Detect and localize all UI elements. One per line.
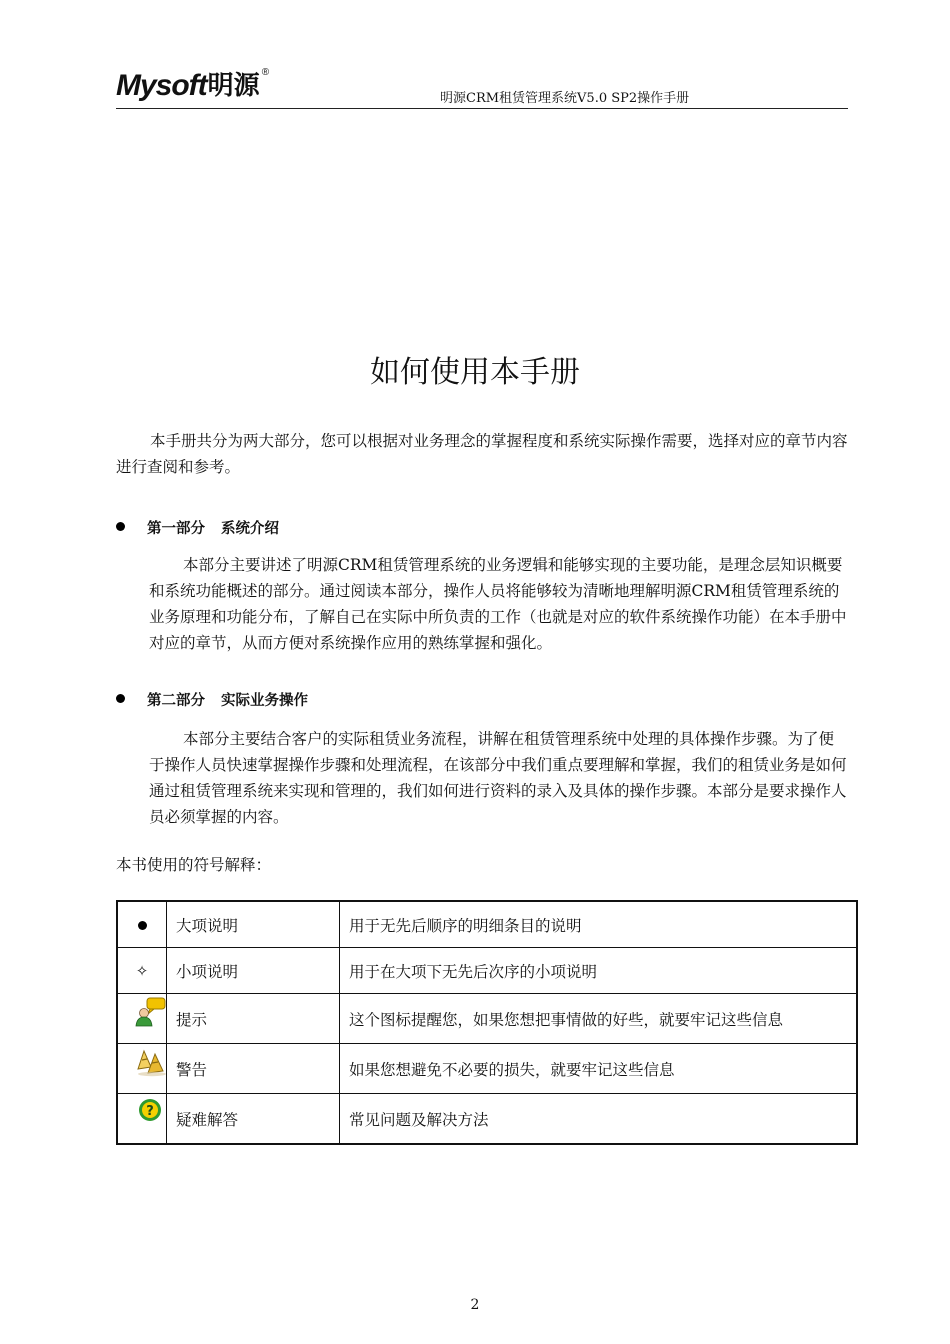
page-title: 如何使用本手册 — [370, 355, 580, 390]
symbol-description: 这个图标提醒您，如果您想把事情做的好些，就要牢记这些信息 — [340, 994, 858, 1044]
table-row — [117, 948, 857, 994]
section-part-label: 第一部分 — [147, 521, 205, 537]
table-row — [117, 901, 857, 948]
symbol-cell — [117, 901, 167, 948]
bullet-dot-icon — [138, 921, 147, 930]
logo-text-cn: 明源 — [207, 71, 260, 101]
section-part-label: 第二部分 — [147, 693, 205, 709]
section-name: 系统介绍 — [221, 521, 279, 537]
symbol-cell — [117, 1044, 167, 1094]
section-name: 实际业务操作 — [221, 693, 308, 709]
symbol-description: 常见问题及解决方法 — [340, 1094, 858, 1145]
symbol-cell — [117, 1094, 167, 1145]
logo-text-en: Mysoft — [116, 69, 207, 102]
symbol-description: 如果您想避免不必要的损失，就要牢记这些信息 — [340, 1044, 858, 1094]
symbol-name: 警告 — [167, 1044, 340, 1094]
bullet-dot-icon — [116, 694, 125, 703]
symbol-name: 提示 — [167, 994, 340, 1044]
intro-paragraph: 本手册共分为两大部分，您可以根据对业务理念的掌握程度和系统实际操作需要，选择对应的章节内容进行查阅和参考。 — [116, 432, 848, 476]
question-glyph: ? — [146, 1104, 154, 1119]
section-heading-part2 — [116, 690, 308, 712]
mysoft-logo — [116, 67, 270, 106]
question-mark-icon — [134, 1097, 168, 1127]
table-row — [117, 994, 857, 1044]
table-row — [117, 1094, 857, 1145]
symbol-cell — [117, 948, 167, 994]
symbol-name: 疑难解答 — [167, 1094, 340, 1145]
bullet-dot-icon — [116, 522, 125, 531]
header-divider — [116, 108, 848, 109]
symbol-name: 小项说明 — [167, 948, 340, 994]
warning-cones-icon — [134, 1047, 170, 1077]
symbols-legend-label: 本书使用的符号解释： — [116, 856, 272, 874]
section-body-part2: 本部分主要结合客户的实际租赁业务流程，讲解在租赁管理系统中处理的具体操作步骤。为了便于操作人员快速掌握操作步骤和处理流程，在该部分中我们重点要理解和掌握，我们的租赁业务是如何通过租赁管理系统来实现和管理的，我们如何进行资料的录入及具体的操作步骤。本部分是要求操作人员必须掌握的内容。 — [149, 730, 847, 826]
tip-person-icon — [134, 997, 168, 1027]
header-title: 明源CRM租赁管理系统V5.0 SP2操作手册 — [440, 91, 690, 106]
section-body-part1: 本部分主要讲述了明源CRM租赁管理系统的业务逻辑和能够实现的主要功能，是理念层知识概要和系统功能概述的部分。通过阅读本部分，操作人员将能够较为清晰地理解明源CRM租赁管理系统的业务原理和功能分布，了解自己在实际中所负责的工作（也就是对应的软件系统操作功能）在本手册中对应的章节，从而方便对系统操作应用的熟练掌握和强化。 — [149, 556, 847, 652]
symbol-name: 大项说明 — [167, 901, 340, 948]
section-heading-part1 — [116, 518, 279, 540]
symbol-description: 用于无先后顺序的明细条目的说明 — [340, 901, 858, 948]
symbols-table — [116, 900, 858, 1145]
symbol-cell — [117, 994, 167, 1044]
page-number: 2 — [470, 1297, 480, 1313]
symbol-description: 用于在大项下无先后次序的小项说明 — [340, 948, 858, 994]
registered-mark: ® — [261, 67, 270, 78]
diamond-star-icon: ✧ — [135, 961, 149, 980]
table-row — [117, 1044, 857, 1094]
